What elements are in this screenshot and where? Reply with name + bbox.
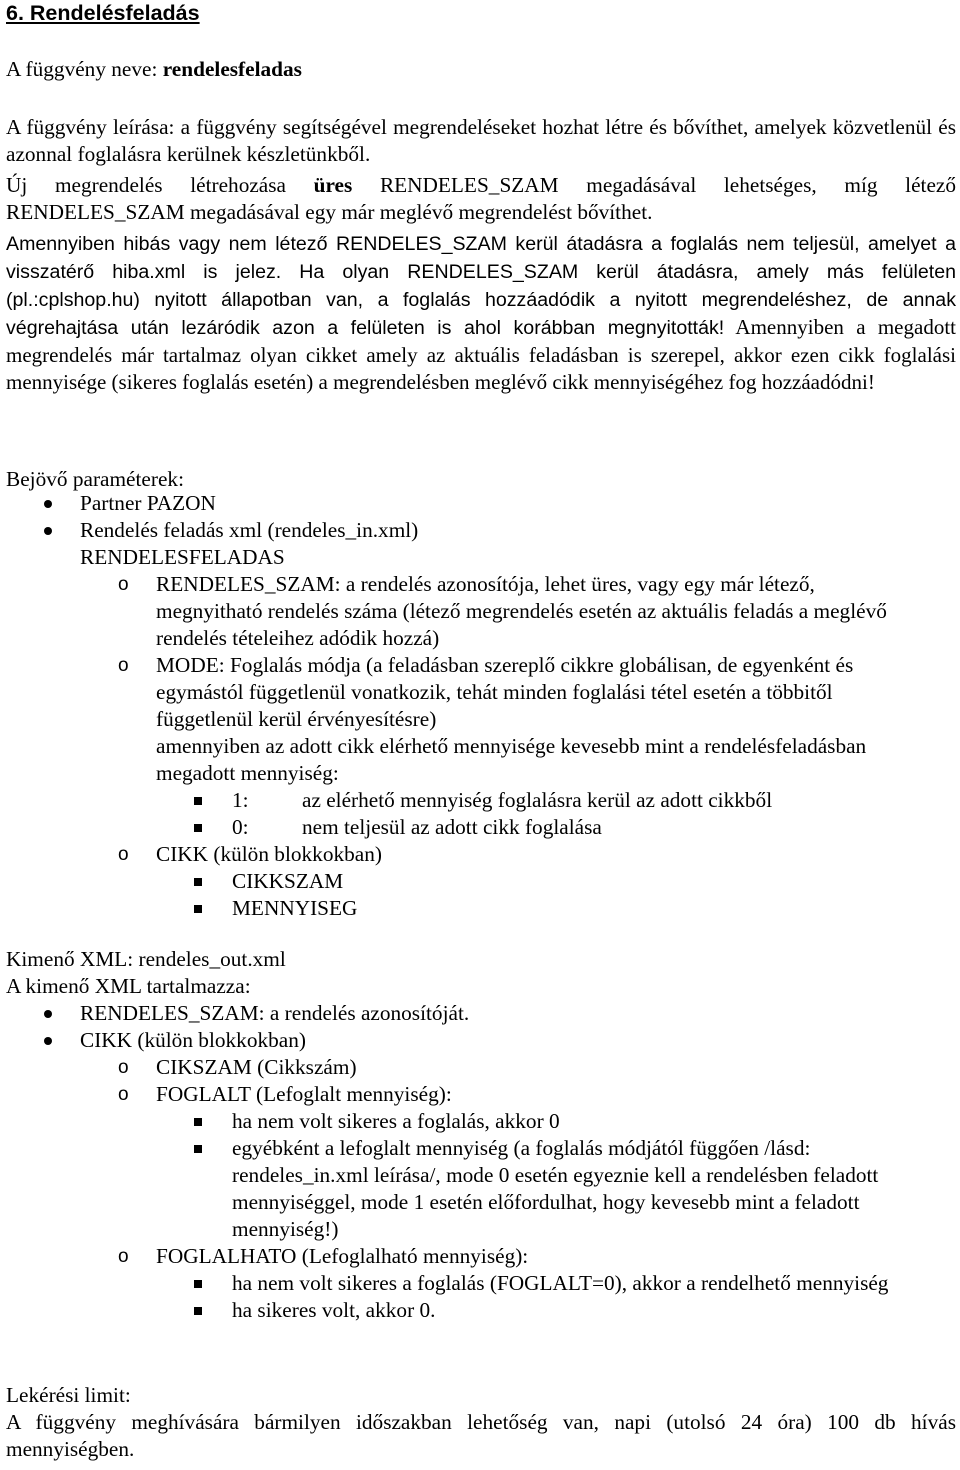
desc-text-2b: RENDELES_SZAM megadásával lehetséges, míg létező RENDELES_SZAM megadásával egy már meglévő megrendelést bővíthet. [6,173,956,224]
incoming-params-title: Bejövő paraméterek: [6,467,184,491]
function-description-2 [6,172,956,226]
desc-text-2a: Új megrendelés létrehozása [6,173,314,197]
out-foglalt-b-line-4: mennyiség!) [232,1217,339,1241]
limit-title: Lekérési limit: [6,1383,131,1407]
incoming-param-partner: Partner PAZON [80,491,216,515]
outgoing-xml-title: Kimenő XML: rendeles_out.xml [6,947,286,971]
circle-bullet-icon: o [118,655,129,676]
rendeles-szam-line-1: RENDELES_SZAM: a rendelés azonosítója, lehet üres, vagy egy már létező, [156,572,815,596]
desc-label: A függvény leírása: [6,115,181,139]
out-foglalt-b-line-3: mennyiséggel, mode 1 esetén előfordulhat, hogy kevesebb mint a feladott [232,1190,860,1214]
xml-root-element: RENDELESFELADAS [80,545,285,569]
square-bullet-icon [194,905,202,913]
mode-line-3: függetlenül kerül érvényesítésre) [156,707,437,731]
mennyiseg-field: MENNYISEG [232,896,358,920]
out-foglalt-a: ha nem volt sikeres a foglalás, akkor 0 [232,1109,560,1133]
limit-text: A függvény meghívására bármilyen időszakban lehetőség van, napi (utolsó 24 óra) 100 db hívás mennyiségben. [6,1410,956,1461]
mode-line-5: megadott mennyiség: [156,761,339,785]
rendeles-szam-line-3: rendelés tételeihez adódik hozzá) [156,626,440,650]
bullet-icon [44,527,52,535]
rendeles-szam-line-2: megnyitható rendelés száma (létező megrendelés esetén az aktuális feladás a meglévő [156,599,887,623]
bullet-icon [44,500,52,508]
circle-bullet-icon: o [118,1057,129,1078]
desc-text-4: Amennyiben a megadott megrendelés már tartalmaz olyan cikket amely az aktuális feladásban is szerepel, akkor ezen cikk foglalási mennyisége (sikeres foglalás esetén) a megrendelésben meglévő cikk mennyiségéhez fog hozzáadódni! [6,315,956,394]
out-foglalhato-a: ha nem volt sikeres a foglalás (FOGLALT=0), akkor a rendelhető mennyiség [232,1271,889,1295]
circle-bullet-icon: o [118,1084,129,1105]
square-bullet-icon [194,1145,202,1153]
cikkszam-field: CIKKSZAM [232,869,344,893]
mode-line-1: MODE: Foglalás módja (a feladásban szereplő cikkre globálisan, de egyenként és [156,653,854,677]
square-bullet-icon [194,1307,202,1315]
mode-option-0-value: nem teljesül az adott cikk foglalása [302,815,602,839]
square-bullet-icon [194,878,202,886]
out-foglalhato-b: ha sikeres volt, akkor 0. [232,1298,436,1322]
out-foglalt-b-line-1: egyébként a lefoglalt mennyiség (a foglalás módjától függően /lásd: [232,1136,811,1160]
square-bullet-icon [194,1118,202,1126]
out-cikszam: CIKSZAM (Cikkszám) [156,1055,357,1079]
square-bullet-icon [194,1280,202,1288]
mode-option-1-key: 1: [232,788,249,812]
function-name-label: A függvény neve: [6,57,163,81]
function-description-3 [6,230,956,396]
function-name-line [6,56,302,83]
out-foglalt: FOGLALT (Lefoglalt mennyiség): [156,1082,452,1106]
mode-option-1-value: az elérhető mennyiség foglalásra kerül az adott cikkből [302,788,773,812]
outgoing-xml-contains: A kimenő XML tartalmazza: [6,974,251,998]
cikk-block: CIKK (külön blokkokban) [156,842,382,866]
square-bullet-icon [194,824,202,832]
square-bullet-icon [194,797,202,805]
function-description-1 [6,114,956,168]
mode-option-0-key: 0: [232,815,249,839]
desc-text-1: a függvény segítségével megrendeléseket hozhat létre és bővíthet, amelyek közvetlenül és azonnal foglalásra kerülnek készletünkből. [6,115,956,166]
bullet-icon [44,1037,52,1045]
mode-line-4: amennyiben az adott cikk elérhető mennyisége kevesebb mint a rendelésfeladásban [156,734,867,758]
out-foglalt-b-line-2: rendeles_in.xml leírása/, mode 0 esetén egyeznie kell a rendelésben feladott [232,1163,879,1187]
out-cikk: CIKK (külön blokkokban) [80,1028,306,1052]
desc-text-3: Amennyiben hibás vagy nem létező RENDELES_SZAM kerül átadásra a foglalás nem teljesül, amelyet a visszatérő hiba.xml is jelez. Ha olyan RENDELES_SZAM kerül átadásra, amely más felületen (pl.:cplshop.hu) nyitott állapotban van, a foglalás hozzáadódik a nyitott megrendeléshez, de annak végrehajtása után lezáródik azon a felületen is ahol korábban megnyitották! [6,233,956,339]
mode-line-2: egymástól függetlenül vonatkozik, tehát minden foglalási tétel esetén a többitől [156,680,833,704]
function-name-value: rendelesfeladas [162,57,302,81]
desc-text-2-bold: üres [313,173,353,197]
circle-bullet-icon: o [118,844,129,865]
circle-bullet-icon: o [118,1246,129,1267]
incoming-param-xml: Rendelés feladás xml (rendeles_in.xml) [80,518,419,542]
bullet-icon [44,1010,52,1018]
section-heading: 6. Rendelésfeladás [6,1,200,25]
circle-bullet-icon: o [118,574,129,595]
out-foglalhato: FOGLALHATO (Lefoglalható mennyiség): [156,1244,529,1268]
out-rendeles-szam: RENDELES_SZAM: a rendelés azonosítóját. [80,1001,470,1025]
